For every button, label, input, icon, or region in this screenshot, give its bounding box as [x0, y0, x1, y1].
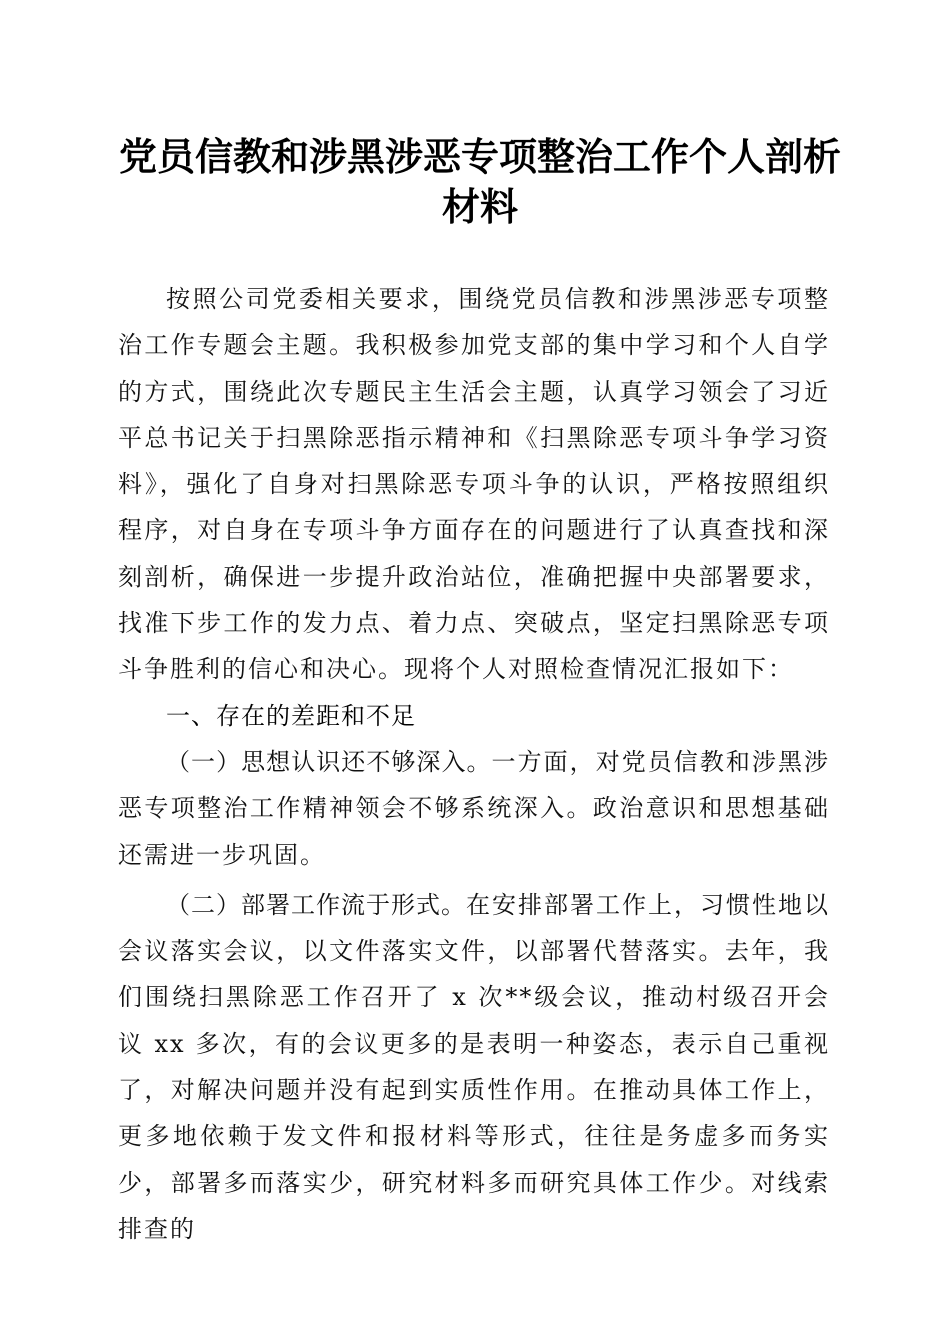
item-2-lead: （二）部署工作流于形式。 [166, 890, 466, 919]
intro-paragraph: 按照公司党委相关要求，围绕党员信教和涉黑涉恶专项整治工作专题会主题。我积极参加党支部的集中学习和个人自学的方式，围绕此次专题民主生活会主题，认真学习领会了习近平总书记关于扫黑除恶指示精神和《扫黑除恶专项斗争学习资料》，强化了自身对扫黑除恶专项斗争的认识，严格按照组织程序，对自身在专项斗争方面存在的问题进行了认真查找和深刻剖析，确保进一步提升政治站位，准确把握中央部署要求，找准下步工作的发力点、着力点、突破点，坚定扫黑除恶专项斗争胜利的信心和决心。现将个人对照检查情况汇报如下： [118, 285, 830, 684]
document-title: 党员信教和涉黑涉恶专项整治工作个人剖析材料 [118, 134, 841, 229]
section-heading-1: 一、存在的差距和不足 [166, 701, 416, 730]
item-1-lead: （一）思想认识还不够深入。 [166, 747, 492, 776]
item-1-body: 一方面，对党员信教和涉黑涉恶专项整治工作精神领会不够系统深入。政治意识和思想基础还需进一步巩固。 [118, 747, 831, 869]
item-2-body: 在安排部署工作上，习惯性地以会议落实会议，以文件落实文件，以部署代替落实。去年，我们围绕扫黑除恶工作召开了 x 次**级会议，推动村级召开会议 xx 多次，有的会议更多的是表明一种姿态，表示自己重视了，对解决问题并没有起到实质性作用。在推动具体工作上，更多地依赖于发文件和报材料等形式，往往是务虚多而务实少，部署多而落实少，研究材料多而研究具体工作少。对线索排查的 [118, 890, 830, 1243]
document-body [118, 276, 830, 1252]
item-1-paragraph [118, 739, 830, 878]
item-2-paragraph [118, 882, 830, 1252]
